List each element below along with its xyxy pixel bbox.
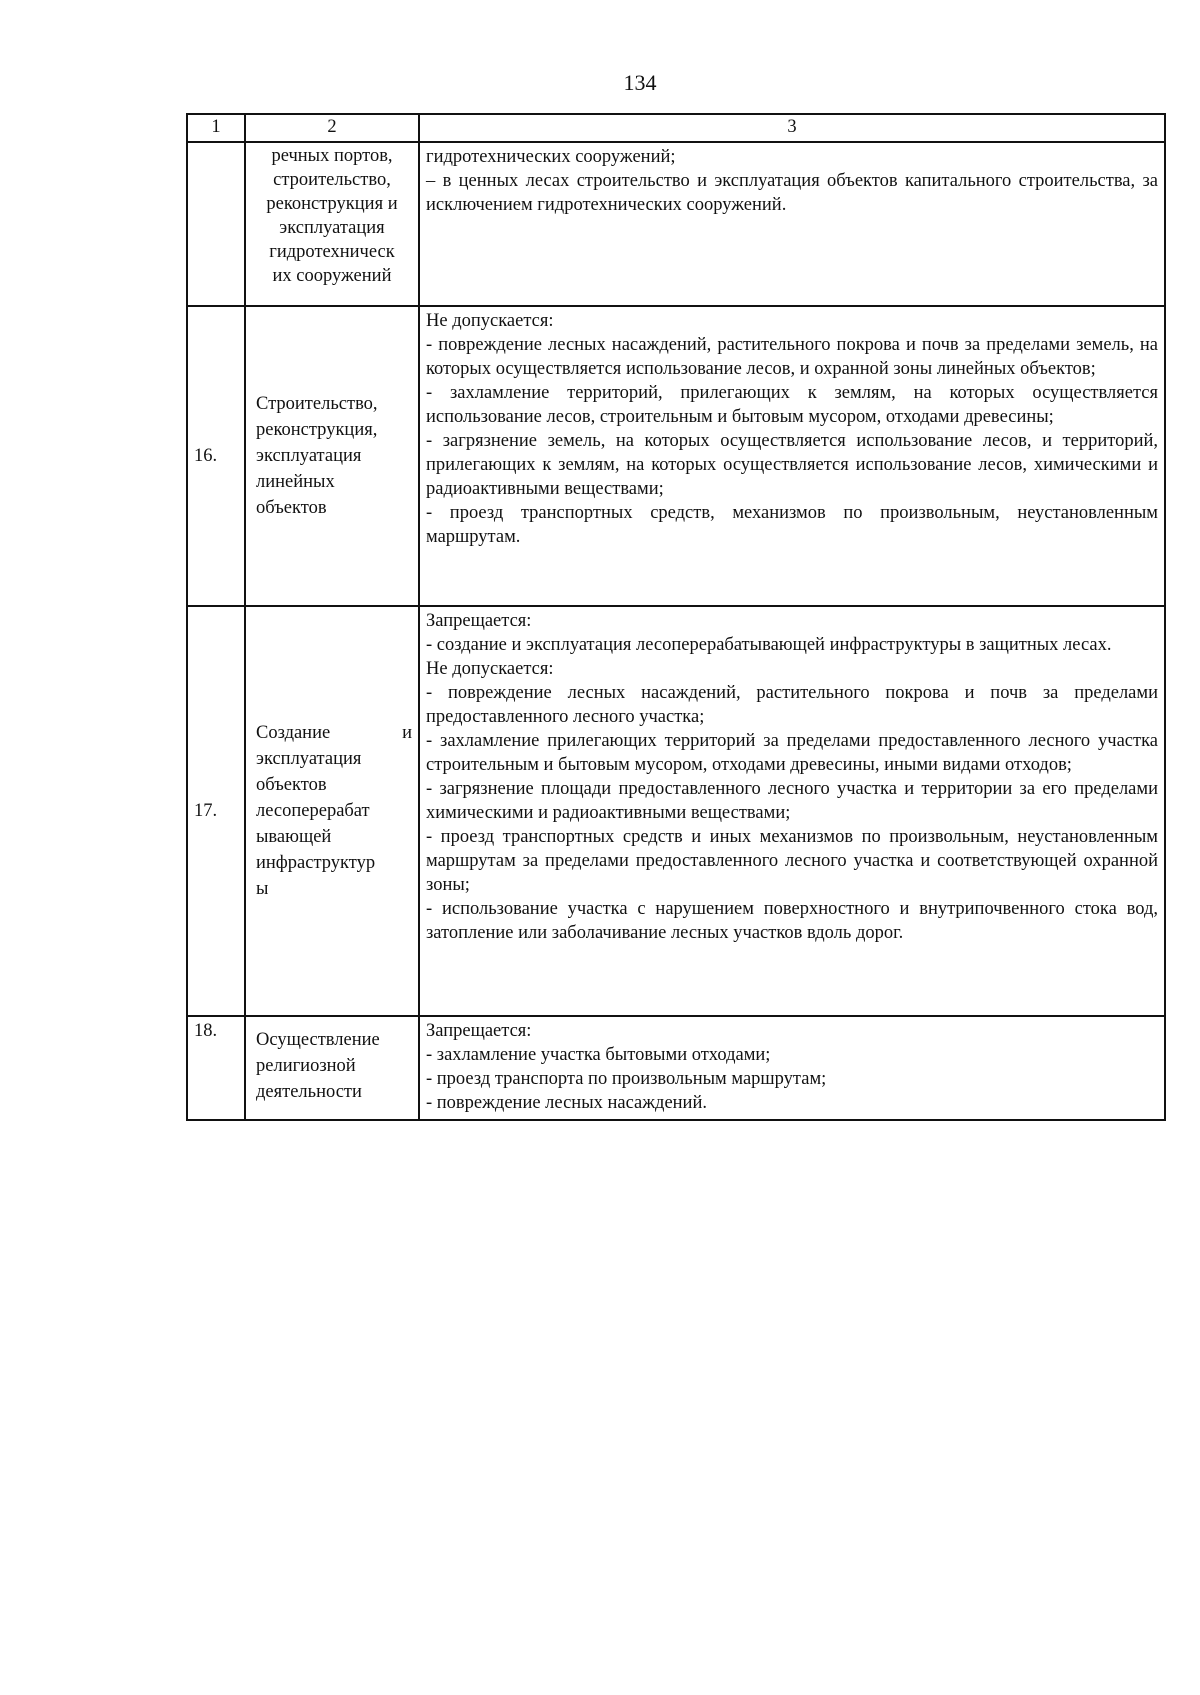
row-number: 16. bbox=[187, 306, 245, 606]
activity-name-line: реконструкция, bbox=[256, 420, 378, 440]
requirement-line: - повреждение лесных насаждений. bbox=[426, 1093, 707, 1113]
requirement-line: - повреждение лесных насаждений, растительного покрова и почв за пределами предоставленного лесного участка; bbox=[426, 683, 1158, 727]
column-header-2: 2 bbox=[245, 114, 419, 142]
activity-name-line: их сооружений bbox=[272, 266, 392, 286]
row-number: 17. bbox=[187, 606, 245, 1016]
requirement-line: - проезд транспортных средств, механизмов по произвольным, неустановленным маршрутам. bbox=[426, 503, 1158, 547]
activity-name bbox=[245, 306, 419, 606]
activity-name-line: эксплуатация bbox=[279, 218, 385, 238]
activity-name-line: ывающей bbox=[256, 827, 332, 847]
activity-name bbox=[245, 142, 419, 306]
activity-name-line: реконструкция и bbox=[266, 194, 398, 214]
activity-name-line: линейных bbox=[256, 472, 335, 492]
row-number bbox=[187, 142, 245, 306]
requirement-line: - загрязнение земель, на которых осуществляется использование лесов, и территорий, прилегающих к землям, на которых осуществляется использование лесов, химическими и радиоактивными веществами; bbox=[426, 431, 1158, 499]
activity-name-line: религиозной bbox=[256, 1056, 356, 1076]
requirement-line: Запрещается: bbox=[426, 1021, 532, 1041]
activity-name-line: объектов bbox=[256, 775, 327, 795]
requirement-line: Не допускается: bbox=[426, 659, 554, 679]
row-number: 18. bbox=[187, 1016, 245, 1120]
requirement-line: - повреждение лесных насаждений, растительного покрова и почв за пределами земель, на которых осуществляется использование лесов, и охранной зоны линейных объектов; bbox=[426, 335, 1158, 379]
activity-name bbox=[245, 1016, 419, 1120]
requirement-line: - захламление участка бытовыми отходами; bbox=[426, 1045, 771, 1065]
table-header-row bbox=[187, 114, 1165, 142]
requirements-cell bbox=[419, 606, 1165, 1016]
regulations-table bbox=[186, 113, 1166, 1121]
activity-name-line: деятельности bbox=[256, 1082, 362, 1102]
requirement-line: Не допускается: bbox=[426, 311, 554, 331]
requirement-line: - захламление территорий, прилегающих к землям, на которых осуществляется использование лесов, строительным и бытовым мусором, отходами древесины; bbox=[426, 383, 1158, 427]
activity-name-line: эксплуатация bbox=[256, 749, 362, 769]
requirement-line: - загрязнение площади предоставленного лесного участка и территории за его пределами химическими и радиоактивными веществами; bbox=[426, 779, 1158, 823]
requirements-cell bbox=[419, 306, 1165, 606]
column-header-1: 1 bbox=[187, 114, 245, 142]
activity-name-line: инфраструктур bbox=[256, 853, 376, 873]
activity-name-line: лесоперерабат bbox=[256, 801, 370, 821]
activity-name-line: Создание и bbox=[256, 723, 412, 743]
requirement-line: - захламление прилегающих территорий за пределами предоставленного лесного участка строительным и бытовым мусором, отходами древесины, иными видами отходов; bbox=[426, 731, 1158, 775]
requirement-line: Запрещается: bbox=[426, 611, 532, 631]
activity-name-line: Строительство, bbox=[256, 394, 378, 414]
table-row bbox=[187, 306, 1165, 606]
requirements-cell bbox=[419, 142, 1165, 306]
activity-name-line: объектов bbox=[256, 498, 327, 518]
requirement-line: - проезд транспорта по произвольным маршрутам; bbox=[426, 1069, 827, 1089]
requirement-line: - проезд транспортных средств и иных механизмов по произвольным, неустановленным маршрутам за пределами предоставленного лесного участка и соответствующей охранной зоны; bbox=[426, 827, 1158, 895]
requirements-cell bbox=[419, 1016, 1165, 1120]
activity-name bbox=[245, 606, 419, 1016]
requirement-line: - использование участка с нарушением поверхностного и внутрипочвенного стока вод, затопление или заболачивание лесных участков вдоль дорог. bbox=[426, 899, 1158, 943]
activity-name-line: эксплуатация bbox=[256, 446, 362, 466]
requirement-line: - создание и эксплуатация лесоперерабатывающей инфраструктуры в защитных лесах. bbox=[426, 635, 1112, 655]
page-number: 134 bbox=[623, 70, 657, 95]
activity-name-line: Осуществление bbox=[256, 1030, 380, 1050]
activity-name-line: гидротехническ bbox=[269, 242, 395, 262]
table-row bbox=[187, 606, 1165, 1016]
requirement-line: – в ценных лесах строительство и эксплуатация объектов капитального строительства, за исключением гидротехнических сооружений. bbox=[426, 171, 1158, 215]
table-row bbox=[187, 1016, 1165, 1120]
table-row-continued bbox=[187, 142, 1165, 306]
column-header-3: 3 bbox=[419, 114, 1165, 142]
requirement-line: гидротехнических сооружений; bbox=[426, 147, 676, 167]
activity-name-line: строительство, bbox=[273, 170, 391, 190]
activity-name-line: речных портов, bbox=[271, 146, 393, 166]
activity-name-line: ы bbox=[256, 879, 269, 899]
